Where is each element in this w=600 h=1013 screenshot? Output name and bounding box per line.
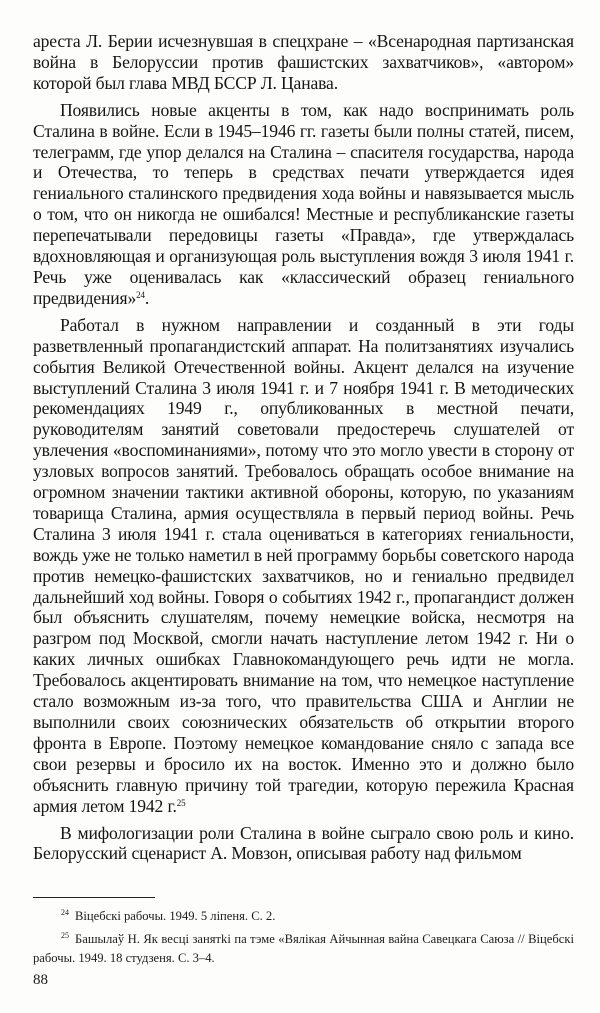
footnote-text: Башылаў Н. Як весці занятkі па тэме «Вялікая Айчынная вайна Савецкага Саюза // Віцебскі рабочы. 1949. 18 студзеня. С. 3–4. [33, 932, 574, 965]
paragraph-3-text: Работал в нужном направлении и созданный в эти годы разветвленный пропагандистский аппарат. На политзанятиях изучались события Великой Отечественной войны. Акцент делался на изучение выступлений Сталина 3 июля 1941 г. и 7 ноября 1941 г. В методических рекомендациях 1949 г., опубликованных в местной печати, руководителям занятий советовали предостеречь слушателей от увлечения «воспоминаниями», потому что это могло увести в сторону от узловых вопросов занятий. Требовалось обращать особое внимание на огромном значении тактики активной обороны, которую, по указаниям товарища Сталина, армия осуществляла в первый период войны. Речь Сталина 3 июля 1941 г. стала оцениваться в категориях гениальности, вождь уже не только наметил в ней программу борьбы советского народа против немецко-фашистских захватчиков, но и гениально предвидел дальнейший ход войны. Говоря о событиях 1942 г., пропагандист должен был объяснить слушателям, почему немецкие войска, несмотря на разгром под Москвой, смогли начать наступление летом 1942 г. Ни о каких личных ошибках Главнокомандующего речь идти не могла. Требовалось акцентировать внимание на том, что немецкое наступление стало возможным из-за того, что правительства США и Англии не выполнили своих союзнических обязательств об открытии второго фронта в Европе. Поэтому немецкое командование сняло с запада все свои резервы и бросило их на восток. Именно это и должно было объяснить главную причину той трагедии, которую пережила Красная армия летом 1942 г. [33, 314, 574, 816]
footnote-number: 25 [61, 931, 69, 940]
paragraph-2-text: Появились новые акценты в том, как надо воспринимать роль Сталина в войне. Если в 1945–1946 гг. газеты были полны статей, писем, телеграмм, где упор делался на Сталина – спасителя государства, народа и Отечества, то теперь в средствах печати утверждается идея гениального сталинского предвидения хода войны и навязывается мысль о том, что он никогда не ошибался! Местные и республиканские газеты перепечатывали передовицы газеты «Правда», где утверждалась вдохновляющая и организующая роль выступления вождя 3 июля 1941 г. Речь уже оценивалась как «классический образец гениального предвидения» [33, 99, 574, 308]
footnote-text: Віцебскі рабочы. 1949. 5 ліпеня. С. 2. [75, 909, 276, 923]
page-number: 88 [33, 972, 48, 988]
paragraph-2-tail: . [144, 287, 150, 308]
paragraph-1 [33, 31, 574, 94]
paragraph-4-text: В мифологизации роли Сталина в войне сыграло свою роль и кино. Белорусский сценарист А. Мовзон, описывая работу над фильмом [33, 822, 574, 864]
footnote-ref-25: 25 [176, 797, 186, 808]
footnote-24 [33, 903, 574, 926]
paragraph-2 [33, 100, 574, 309]
footnote-number: 24 [61, 908, 69, 917]
paragraph-4 [33, 823, 574, 865]
paragraph-1-text: ареста Л. Берии исчезнувшая в спецхране – «Всенародная партизанская война в Белоруссии против фашистских захватчиков», «автором» которой был глава МВД БССР Л. Цанава. [33, 31, 574, 93]
paragraph-3 [33, 315, 574, 817]
footnote-ref-24: 24 [136, 289, 145, 300]
footnote-divider [33, 897, 155, 898]
footnotes [33, 903, 574, 968]
footnote-25 [33, 926, 574, 968]
body-text [33, 31, 574, 870]
